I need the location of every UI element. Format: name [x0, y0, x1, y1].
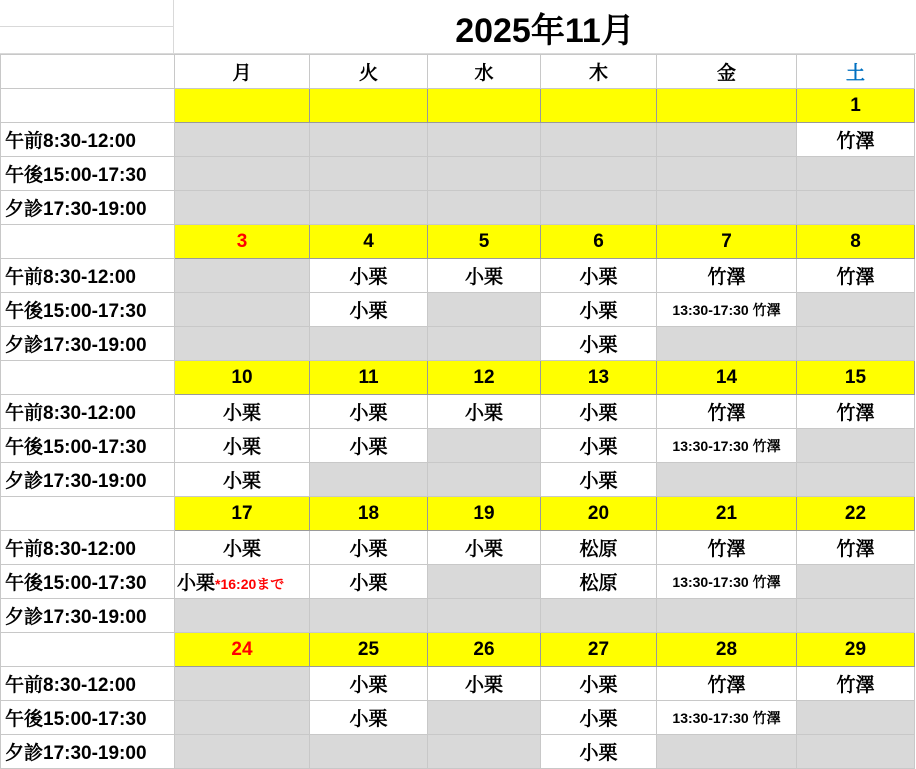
schedule-cell: [541, 123, 657, 157]
slot-row: [1, 327, 915, 361]
schedule-cell: 小栗: [541, 395, 657, 429]
slot-row: [1, 429, 915, 463]
schedule-cell: [310, 191, 428, 225]
date-row: [1, 225, 915, 259]
date-cell: [428, 89, 541, 123]
slot-row: [1, 667, 915, 701]
schedule-cell: [175, 667, 310, 701]
schedule-cell: [797, 565, 915, 599]
schedule-cell: [797, 599, 915, 633]
date-cell: 18: [310, 497, 428, 531]
date-cell: [310, 89, 428, 123]
date-cell: 20: [541, 497, 657, 531]
schedule-cell: 小栗: [310, 565, 428, 599]
slot-row: [1, 191, 915, 225]
date-row: [1, 89, 915, 123]
date-row: [1, 633, 915, 667]
slot-row: [1, 395, 915, 429]
schedule-cell: [310, 599, 428, 633]
date-row: [1, 361, 915, 395]
date-cell: 1: [797, 89, 915, 123]
schedule-cell: 竹澤: [797, 667, 915, 701]
schedule-cell: [310, 123, 428, 157]
schedule-cell: [428, 701, 541, 735]
schedule-cell: [541, 599, 657, 633]
weekday-thu: 木: [541, 55, 657, 89]
slot-label: 午前8:30-12:00: [1, 395, 175, 429]
date-cell: 14: [657, 361, 797, 395]
schedule-cell: [428, 293, 541, 327]
header-corner: [1, 55, 175, 89]
date-cell: 17: [175, 497, 310, 531]
schedule-cell: [797, 327, 915, 361]
schedule-cell: 小栗: [541, 327, 657, 361]
date-row-label: [1, 497, 175, 531]
title-strip: [0, 0, 916, 54]
slot-row: [1, 531, 915, 565]
slot-row: [1, 157, 915, 191]
schedule-cell: [310, 327, 428, 361]
schedule-cell: 竹澤: [657, 531, 797, 565]
date-cell: 21: [657, 497, 797, 531]
schedule-cell: [657, 735, 797, 769]
slot-row: [1, 463, 915, 497]
weekday-fri: 金: [657, 55, 797, 89]
schedule-cell: 小栗: [175, 395, 310, 429]
schedule-cell: [175, 191, 310, 225]
schedule-cell: [657, 123, 797, 157]
slot-row: [1, 123, 915, 157]
schedule-cell: 小栗: [428, 259, 541, 293]
date-cell: 28: [657, 633, 797, 667]
slot-label: 午後15:00-17:30: [1, 157, 175, 191]
date-cell: 8: [797, 225, 915, 259]
slot-label: 午前8:30-12:00: [1, 531, 175, 565]
schedule-cell: [428, 157, 541, 191]
schedule-cell: [541, 191, 657, 225]
schedule-cell: 小栗: [310, 293, 428, 327]
schedule-cell: 13:30-17:30 竹澤: [657, 429, 797, 463]
date-cell: [175, 89, 310, 123]
schedule-cell: 小栗: [541, 701, 657, 735]
schedule-cell: 竹澤: [797, 531, 915, 565]
slot-row: [1, 293, 915, 327]
slot-label: 午後15:00-17:30: [1, 293, 175, 327]
date-row-label: [1, 361, 175, 395]
schedule-cell: 竹澤: [657, 259, 797, 293]
slot-row: [1, 701, 915, 735]
schedule-cell: 小栗: [541, 429, 657, 463]
schedule-cell: [428, 599, 541, 633]
slot-label: 午後15:00-17:30: [1, 701, 175, 735]
schedule-cell: 松原: [541, 531, 657, 565]
schedule-cell: [797, 429, 915, 463]
date-row-label: [1, 633, 175, 667]
doctor-name: 小栗: [177, 573, 216, 594]
slot-label: 午前8:30-12:00: [1, 123, 175, 157]
schedule-cell: 小栗: [541, 667, 657, 701]
slot-row: [1, 599, 915, 633]
date-row-label: [1, 89, 175, 123]
slot-label: 午後15:00-17:30: [1, 429, 175, 463]
slot-label: 午前8:30-12:00: [1, 259, 175, 293]
date-cell: 29: [797, 633, 915, 667]
schedule-cell: [175, 735, 310, 769]
date-cell: 13: [541, 361, 657, 395]
slot-label: 夕診17:30-19:00: [1, 327, 175, 361]
schedule-cell: [657, 463, 797, 497]
weekday-sat: 土: [797, 55, 915, 89]
slot-label: 夕診17:30-19:00: [1, 599, 175, 633]
schedule-cell: 小栗: [428, 395, 541, 429]
slot-row: [1, 565, 915, 599]
date-cell: 15: [797, 361, 915, 395]
schedule-cell: [428, 327, 541, 361]
date-cell: 10: [175, 361, 310, 395]
date-cell: 5: [428, 225, 541, 259]
schedule-cell: [310, 157, 428, 191]
date-cell: 26: [428, 633, 541, 667]
schedule-cell: [310, 463, 428, 497]
schedule-cell: [657, 157, 797, 191]
schedule-cell: [310, 735, 428, 769]
slot-label: 夕診17:30-19:00: [1, 191, 175, 225]
date-cell: 7: [657, 225, 797, 259]
schedule-cell: 小栗: [541, 735, 657, 769]
schedule-cell: [797, 293, 915, 327]
slot-label: 夕診17:30-19:00: [1, 463, 175, 497]
date-cell: 6: [541, 225, 657, 259]
schedule-cell: 小栗: [541, 259, 657, 293]
date-cell: 27: [541, 633, 657, 667]
schedule-cell: 竹澤: [657, 395, 797, 429]
schedule-cell: [175, 565, 310, 599]
date-cell: [657, 89, 797, 123]
schedule-cell: [657, 327, 797, 361]
sheet-gridline: [0, 26, 174, 27]
schedule-cell: 小栗: [175, 531, 310, 565]
slot-label: 午後15:00-17:30: [1, 565, 175, 599]
schedule-cell: [428, 429, 541, 463]
slot-row: [1, 735, 915, 769]
date-cell: 3: [175, 225, 310, 259]
schedule-cell: 小栗: [541, 463, 657, 497]
date-cell: 12: [428, 361, 541, 395]
schedule-cell: 竹澤: [797, 123, 915, 157]
schedule-cell: [175, 157, 310, 191]
schedule-cell: [175, 599, 310, 633]
schedule-cell: 小栗: [541, 293, 657, 327]
date-cell: [541, 89, 657, 123]
schedule-cell: [428, 123, 541, 157]
schedule-cell: [797, 701, 915, 735]
schedule-cell: 竹澤: [657, 667, 797, 701]
schedule-cell: 13:30-17:30 竹澤: [657, 701, 797, 735]
slot-row: [1, 259, 915, 293]
schedule-cell: 小栗: [310, 395, 428, 429]
date-cell: 11: [310, 361, 428, 395]
schedule-cell: 小栗: [428, 531, 541, 565]
date-cell: 25: [310, 633, 428, 667]
date-cell: 24: [175, 633, 310, 667]
schedule-cell: [175, 293, 310, 327]
schedule-cell: [428, 735, 541, 769]
date-cell: 4: [310, 225, 428, 259]
schedule-cell: [797, 735, 915, 769]
page-title: 2025年11月: [455, 11, 635, 50]
schedule-cell: 小栗: [310, 531, 428, 565]
schedule-cell: [175, 327, 310, 361]
schedule-cell: 小栗: [310, 429, 428, 463]
schedule-cell: [797, 463, 915, 497]
schedule-cell: [657, 599, 797, 633]
schedule-cell: [797, 191, 915, 225]
schedule-cell: [175, 259, 310, 293]
schedule-cell: [428, 191, 541, 225]
schedule-cell: 小栗: [310, 701, 428, 735]
schedule-cell: 13:30-17:30 竹澤: [657, 565, 797, 599]
schedule-cell: 小栗: [310, 667, 428, 701]
schedule-cell: [657, 191, 797, 225]
date-row: [1, 497, 915, 531]
date-cell: 19: [428, 497, 541, 531]
schedule-cell: 松原: [541, 565, 657, 599]
schedule-cell: [797, 157, 915, 191]
weekday-header-row: [1, 55, 915, 89]
slot-label: 夕診17:30-19:00: [1, 735, 175, 769]
schedule-cell: 竹澤: [797, 395, 915, 429]
schedule-cell: [541, 157, 657, 191]
time-note: *16:20まで: [215, 576, 285, 592]
weekday-tue: 火: [310, 55, 428, 89]
schedule-cell: 小栗: [175, 429, 310, 463]
date-cell: 22: [797, 497, 915, 531]
schedule-cell: [175, 123, 310, 157]
schedule-table: [0, 54, 915, 769]
schedule-cell: [428, 565, 541, 599]
schedule-cell: 竹澤: [797, 259, 915, 293]
date-row-label: [1, 225, 175, 259]
schedule-cell: [175, 701, 310, 735]
schedule-cell: 小栗: [175, 463, 310, 497]
weekday-wed: 水: [428, 55, 541, 89]
schedule-cell: [428, 463, 541, 497]
slot-label: 午前8:30-12:00: [1, 667, 175, 701]
schedule-cell: 13:30-17:30 竹澤: [657, 293, 797, 327]
weekday-mon: 月: [175, 55, 310, 89]
schedule-cell: 小栗: [310, 259, 428, 293]
schedule-cell: 小栗: [428, 667, 541, 701]
